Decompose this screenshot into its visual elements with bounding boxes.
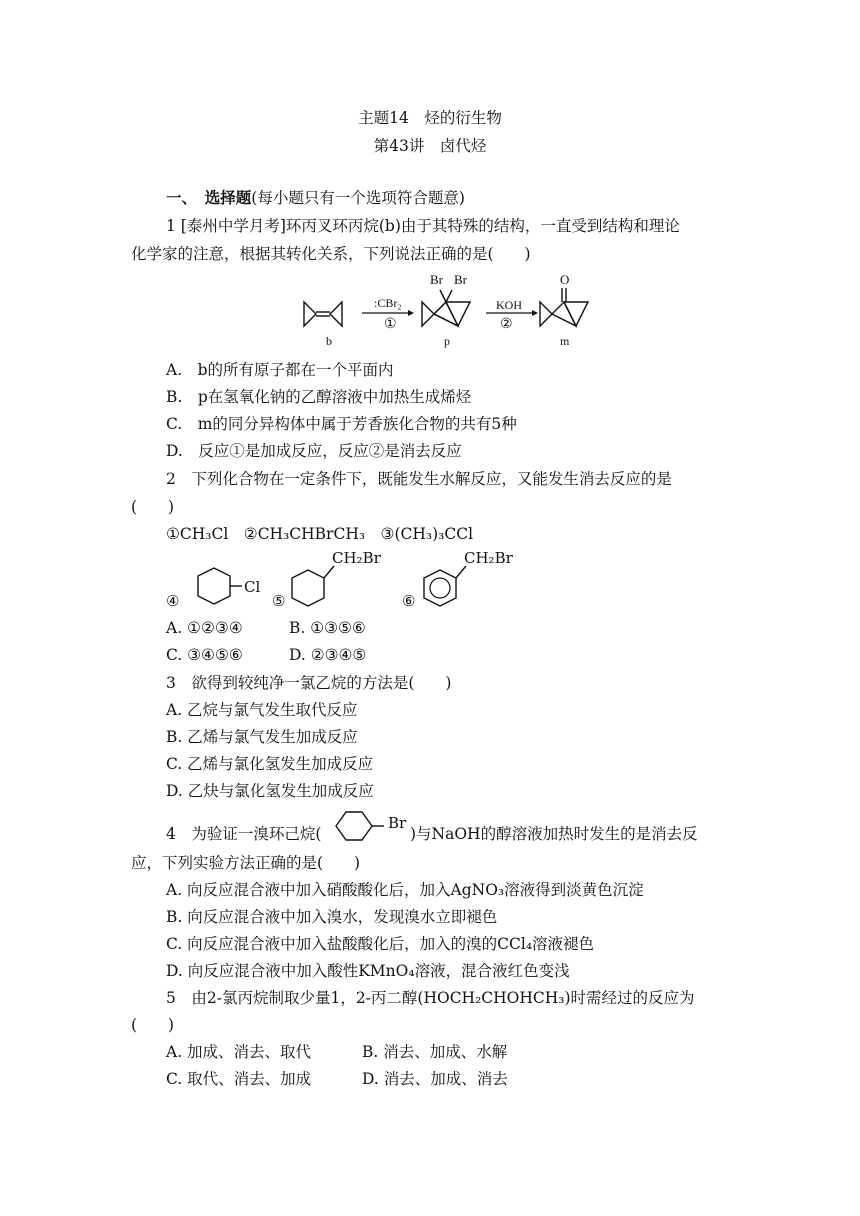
step-1-label: ① bbox=[384, 317, 397, 332]
reagent-2-label: KOH bbox=[496, 298, 522, 312]
ch2br-label-5: CH₂Br bbox=[332, 549, 381, 567]
bromocyclohexane-structure bbox=[334, 806, 394, 850]
q5-stem-line1: 5 由2-氯丙烷制取少量1，2-丙二醇(HOCH₂CHOHCH₃)时需经过的反应为 bbox=[166, 989, 695, 1007]
q1-option-a: A. b的所有原子都在一个平面内 bbox=[166, 361, 394, 379]
q5-option-a: A. 加成、消去、取代 bbox=[166, 1043, 312, 1061]
ring-right-b bbox=[330, 302, 342, 326]
reaction-arrowhead-1 bbox=[408, 310, 414, 316]
q4-stem-line2: 应，下列实验方法正确的是( ) bbox=[131, 854, 361, 872]
section-note: (每小题只有一个选项符合题意) bbox=[251, 189, 465, 207]
q3-option-d: D. 乙炔与氯化氢发生加成反应 bbox=[166, 782, 374, 800]
bromine-label: Br bbox=[388, 814, 407, 832]
q5-option-c: C. 取代、消去、加成 bbox=[166, 1070, 312, 1088]
q2-stem-line1: 2 下列化合物在一定条件下，既能发生水解反应，又能发生消去反应的是 bbox=[166, 470, 672, 488]
q5-option-d: D. 消去、加成、消去 bbox=[362, 1070, 508, 1088]
compound-4-marker: ④ bbox=[166, 592, 180, 610]
compound-m-label: m bbox=[560, 334, 570, 348]
q2-option-c: C. ③④⑤⑥ bbox=[166, 646, 243, 664]
q4-option-c: C. 向反应混合液中加入盐酸酸化后，加入的溴的CCl₄溶液褪色 bbox=[166, 935, 595, 953]
q1-option-b: B. p在氢氧化钠的乙醇溶液中加热生成烯烃 bbox=[166, 388, 472, 406]
q2-option-b: B. ①③⑤⑥ bbox=[289, 619, 366, 637]
molecule-p-structure bbox=[422, 290, 470, 326]
q3-option-b: B. 乙烯与氯气发生加成反应 bbox=[166, 728, 358, 746]
step-2-label: ② bbox=[500, 317, 513, 332]
q4-option-a: A. 向反应混合液中加入硝酸酸化后，加入AgNO₃溶液得到淡黄色沉淀 bbox=[166, 881, 644, 899]
q3-option-c: C. 乙烯与氯化氢发生加成反应 bbox=[166, 755, 374, 773]
q2-option-d: D. ②③④⑤ bbox=[289, 646, 367, 664]
compound-6-marker: ⑥ bbox=[402, 592, 416, 610]
topic-title: 主题14 烃的衍生物 bbox=[358, 109, 502, 127]
q4-option-b: B. 向反应混合液中加入溴水，发现溴水立即褪色 bbox=[166, 908, 498, 926]
q3-stem: 3 欲得到较纯净一氯乙烷的方法是( ) bbox=[166, 674, 452, 692]
q2-option-a: A. ①②③④ bbox=[166, 619, 243, 637]
q2-compounds-line: ①CH₃Cl ②CH₃CHBrCH₃ ③(CH₃)₃CCl bbox=[166, 525, 474, 543]
molecule-b-structure bbox=[304, 302, 342, 326]
q1-stem-line1: 1 [泰州中学月考]环丙叉环丙烷(b)由于其特殊的结构，一直受到结构和理论 bbox=[166, 217, 680, 235]
br-label-1: Br bbox=[430, 272, 443, 287]
section-heading-label: 一、 选择题 bbox=[166, 188, 252, 207]
compound-p-label: p bbox=[444, 334, 450, 348]
q2-stem-line2: ( ) bbox=[131, 498, 175, 516]
reaction-arrowhead-2 bbox=[532, 310, 538, 316]
compound-5-marker: ⑤ bbox=[272, 592, 286, 610]
q1-stem-line2: 化学家的注意，根据其转化关系，下列说法正确的是( ) bbox=[131, 245, 531, 263]
ch2br-label-6: CH₂Br bbox=[464, 549, 513, 567]
q5-option-b: B. 消去、加成、水解 bbox=[362, 1043, 508, 1061]
q5-stem-line2: ( ) bbox=[131, 1016, 175, 1034]
lecture-title: 第43讲 卤代烃 bbox=[373, 137, 487, 155]
chlorine-label: Cl bbox=[244, 578, 261, 596]
oxygen-label: O bbox=[560, 272, 570, 287]
reagent-1-label: :CBr₂ bbox=[374, 296, 402, 310]
q1-option-d: D. 反应①是加成反应，反应②是消去反应 bbox=[166, 442, 462, 460]
section-heading bbox=[166, 188, 465, 208]
br-label-2: Br bbox=[454, 272, 467, 287]
q1-option-c: C. m的同分异构体中属于芳香族化合物的共有5种 bbox=[166, 415, 517, 433]
ring-left-b bbox=[304, 302, 316, 326]
q4-option-d: D. 向反应混合液中加入酸性KMnO₄溶液，混合液红色变浅 bbox=[166, 962, 570, 980]
compound-b-label: b bbox=[326, 334, 332, 348]
q3-option-a: A. 乙烷与氯气发生取代反应 bbox=[166, 701, 358, 719]
q4-stem-line1-end: )与NaOH的醇溶液加热时发生的是消去反 bbox=[410, 825, 698, 843]
molecule-m-structure bbox=[540, 288, 588, 326]
q4-stem-line1-start: 4 为验证一溴环己烷( bbox=[166, 825, 322, 843]
